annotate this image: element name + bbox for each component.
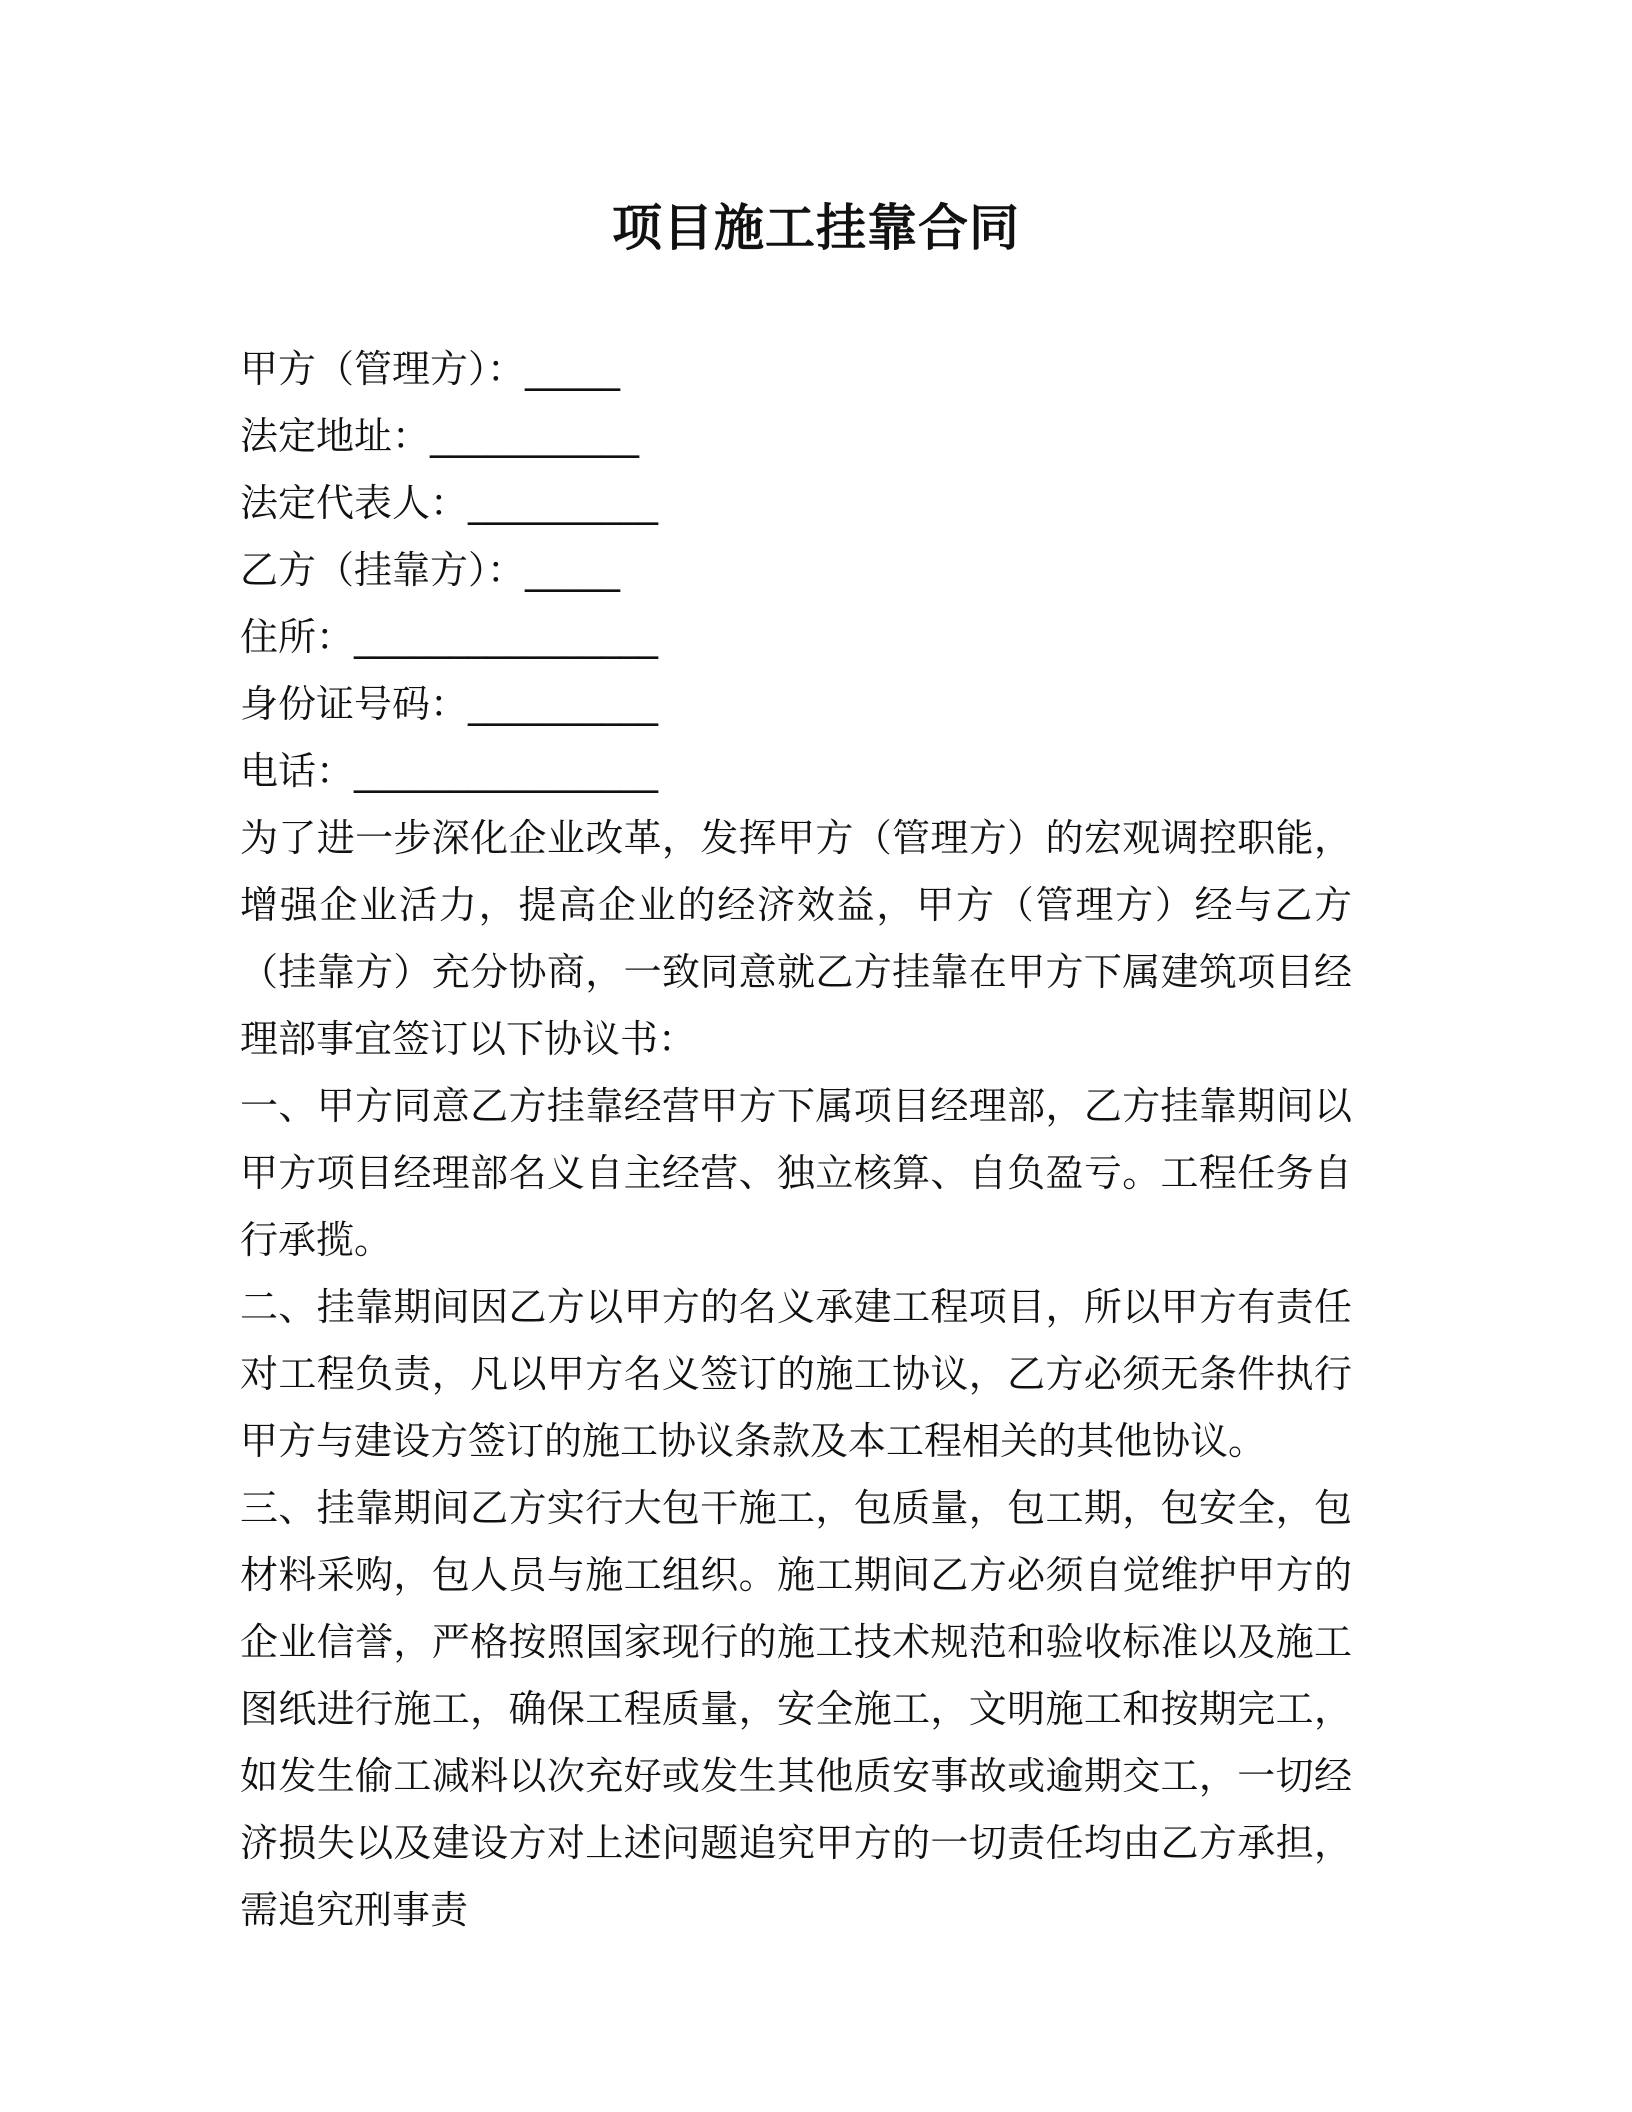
- document-body: [240, 336, 1352, 1944]
- id-number-field: 身份证号码：__________: [240, 682, 659, 726]
- phone-field: 电话：________________: [240, 749, 659, 793]
- clause-2-paragraph: 二、挂靠期间因乙方以甲方的名义承建工程项目，所以甲方有责任对工程负责，凡以甲方名义签订的施工协议，乙方必须无条件执行甲方与建设方签订的施工协议条款及本工程相关的其他协议。: [240, 1285, 1352, 1463]
- clause-1-paragraph: 一、甲方同意乙方挂靠经营甲方下属项目经理部，乙方挂靠期间以甲方项目经理部名义自主经营、独立核算、自负盈亏。工程任务自行承揽。: [240, 1084, 1352, 1262]
- party-a-field: 甲方（管理方）：_____: [240, 347, 621, 391]
- document-title: 项目施工挂靠合同: [612, 199, 1020, 257]
- clause-3-paragraph: 三、挂靠期间乙方实行大包干施工，包质量，包工期，包安全，包材料采购，包人员与施工组织。施工期间乙方必须自觉维护甲方的企业信誉，严格按照国家现行的施工技术规范和验收标准以及施工图纸进行施工，确保工程质量，安全施工，文明施工和按期完工，如发生偷工减料以次充好或发生其他质安事故或逾期交工，一切经济损失以及建设方对上述问题追究甲方的一切责任均由乙方承担，需追究刑事责: [240, 1486, 1352, 1932]
- legal-representative-field: 法定代表人：__________: [240, 481, 659, 525]
- legal-address-field: 法定地址：___________: [240, 414, 640, 458]
- party-b-field: 乙方（挂靠方）：_____: [240, 548, 621, 592]
- preamble-paragraph: 为了进一步深化企业改革，发挥甲方（管理方）的宏观调控职能，增强企业活力，提高企业的经济效益，甲方（管理方）经与乙方（挂靠方）充分协商，一致同意就乙方挂靠在甲方下属建筑项目经理部事宜签订以下协议书：: [240, 816, 1352, 1061]
- residence-field: 住所：________________: [240, 615, 659, 659]
